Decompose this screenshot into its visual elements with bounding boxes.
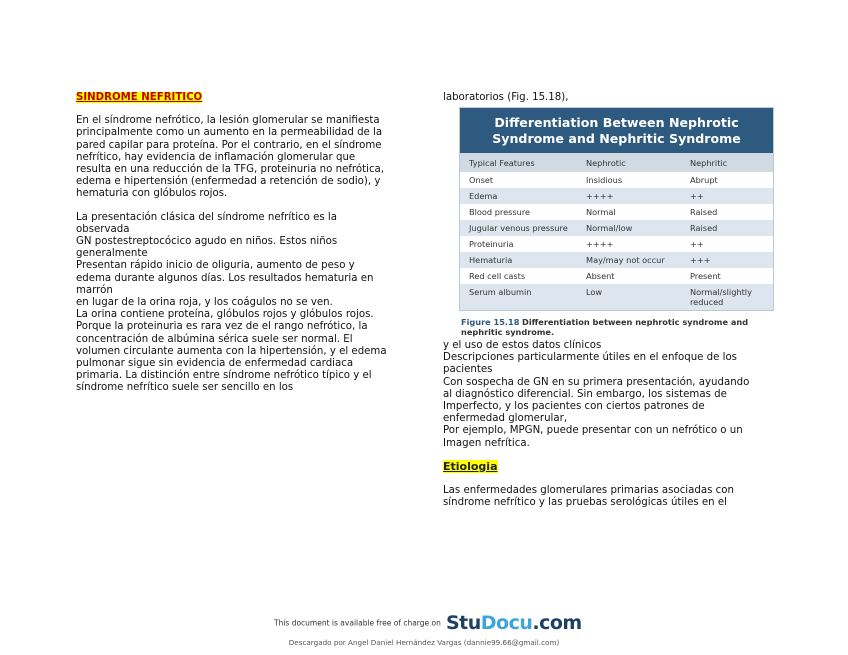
text-line: volumen circulante aumenta con la hipertensión, y el edema	[76, 345, 387, 357]
table-cell: Present	[681, 268, 773, 284]
text-line: pared capilar para proteína. Por el contrario, en el síndrome	[76, 139, 382, 151]
table-row	[460, 268, 773, 284]
table-cell: Low	[577, 284, 681, 310]
table-cell: +++	[681, 252, 773, 268]
table-cell: Hematuria	[460, 252, 577, 268]
text-line: Las enfermedades glomerulares primarias asociadas con	[443, 485, 734, 497]
table-cell: Normal/low	[577, 220, 681, 236]
right-paragraph	[443, 340, 788, 450]
right-paragraph-last	[443, 485, 788, 509]
table-cell: ++	[681, 236, 773, 252]
table-header-row	[460, 153, 773, 172]
left-paragraph-2	[76, 212, 416, 395]
section-heading-sindrome-nefritico: SINDROME NEFRITICO	[76, 92, 203, 103]
table-cell: Blood pressure	[460, 204, 577, 220]
table-cell: Normal/slightly reduced	[681, 284, 773, 310]
table-cell: Raised	[681, 204, 773, 220]
left-column	[76, 92, 416, 395]
text-line: edema durante algunos días. Los resultados hematuria en	[76, 272, 374, 284]
table-cell: Abrupt	[681, 172, 773, 188]
differentiation-table	[460, 153, 773, 310]
column-header: Nephrotic	[577, 153, 681, 172]
free-document-text: This document is available free of charge on	[274, 618, 441, 628]
figure-caption	[459, 318, 773, 337]
figure-caption-number: Figure 15.18	[461, 317, 520, 327]
table-row	[460, 252, 773, 268]
column-header: Typical Features	[460, 153, 577, 172]
text-line: Imperfecto, y los pacientes con ciertos patrones de	[443, 401, 705, 413]
text-line: principalmente como un aumento en la permeabilidad de la	[76, 127, 383, 139]
table-cell: Absent	[577, 268, 681, 284]
text-line: Presentan rápido inicio de oliguria, aumento de peso y	[76, 260, 355, 272]
text-line: concentración de albúmina sérica suele ser normal. El	[76, 333, 353, 345]
text-line: edema e hipertensión (enfermedad a retención de sodio), y	[76, 176, 381, 188]
table-cell: ++++	[577, 188, 681, 204]
table-cell: Serum albumin	[460, 284, 577, 310]
figure-15-18	[459, 107, 773, 337]
table-cell: Onset	[460, 172, 577, 188]
table-cell: Jugular venous pressure	[460, 220, 577, 236]
section-heading-etiologia: Etiologia	[443, 459, 498, 473]
text-line: síndrome nefrítico y las pruebas serológicas útiles en el	[443, 497, 727, 509]
text-line: primaria. La distinción entre síndrome nefrótico típico y el	[76, 370, 372, 382]
studocu-logo[interactable]: StuDocu.com	[445, 612, 582, 634]
text-line: Descripciones particularmente útiles en el enfoque de los	[443, 352, 737, 364]
text-line: Imagen nefrítica.	[443, 437, 530, 449]
table-cell: May/may not occur	[577, 252, 681, 268]
right-column	[443, 92, 788, 104]
text-line: Porque la proteinuria es rara vez de el rango nefrótico, la	[76, 321, 368, 333]
figure-title-line-2: Syndrome and Nephritic Syndrome	[492, 131, 741, 146]
studocu-footer	[274, 612, 582, 634]
table-row	[460, 284, 773, 310]
right-top-line: laboratorios (Fig. 15.18),	[443, 92, 569, 103]
text-line: en lugar de la orina roja, y los coágulos no se ven.	[76, 297, 333, 309]
text-line: marrón	[76, 284, 113, 296]
text-line: nefrítico, hay evidencia de inflamación glomerular que	[76, 151, 356, 163]
table-row	[460, 236, 773, 252]
table-row	[460, 188, 773, 204]
text-line: Con sospecha de GN en su primera presentación, ayudando	[443, 376, 750, 388]
downloaded-by-text: Descargado por Angel Daniel Hernández Vargas (dannie99.66@gmail.com)	[288, 638, 560, 647]
text-line: y el uso de estos datos clínicos	[443, 340, 602, 351]
text-line: pulmonar sigue sin evidencia de enfermedad cardiaca	[76, 358, 354, 370]
table-cell: ++++	[577, 236, 681, 252]
figure-caption-text: Differentiation between nephrotic syndrome and nephritic syndrome.	[461, 317, 749, 337]
table-cell: Edema	[460, 188, 577, 204]
figure-table-box	[459, 107, 774, 311]
table-cell: Normal	[577, 204, 681, 220]
table-row	[460, 220, 773, 236]
text-line: GN postestreptocócico agudo en niños. Estos niños	[76, 236, 338, 248]
text-line: La orina contiene proteína, glóbulos rojos y glóbulos rojos.	[76, 309, 374, 321]
figure-title	[460, 108, 773, 153]
text-line: enfermedad glomerular,	[443, 413, 568, 425]
text-line: Por ejemplo, MPGN, puede presentar con un nefrótico o un	[443, 425, 743, 437]
text-line: al diagnóstico diferencial. Sin embargo, los sistemas de	[443, 388, 727, 400]
text-line: La presentación clásica del síndrome nefrítico es la	[76, 211, 337, 223]
table-cell: Insidious	[577, 172, 681, 188]
column-header: Nephritic	[681, 153, 773, 172]
table-row	[460, 172, 773, 188]
table-cell: ++	[681, 188, 773, 204]
text-line: En el síndrome nefrótico, la lesión glomerular se manifiesta	[76, 115, 380, 127]
text-line: generalmente	[76, 248, 148, 260]
text-line: síndrome nefrítico suele ser sencillo en los	[76, 382, 294, 394]
text-line: resulta en una reducción de la TFG, proteinuria no nefrótica,	[76, 164, 385, 176]
text-line: pacientes	[443, 364, 493, 376]
right-column-lower	[443, 340, 788, 509]
text-line: hematuria con glóbulos rojos.	[76, 188, 228, 200]
text-line: observada	[76, 223, 130, 235]
table-row	[460, 204, 773, 220]
table-cell: Raised	[681, 220, 773, 236]
table-cell: Red cell casts	[460, 268, 577, 284]
table-cell: Proteinuria	[460, 236, 577, 252]
figure-title-line-1: Differentiation Between Nephrotic	[494, 115, 739, 130]
left-paragraph-1	[76, 115, 416, 200]
